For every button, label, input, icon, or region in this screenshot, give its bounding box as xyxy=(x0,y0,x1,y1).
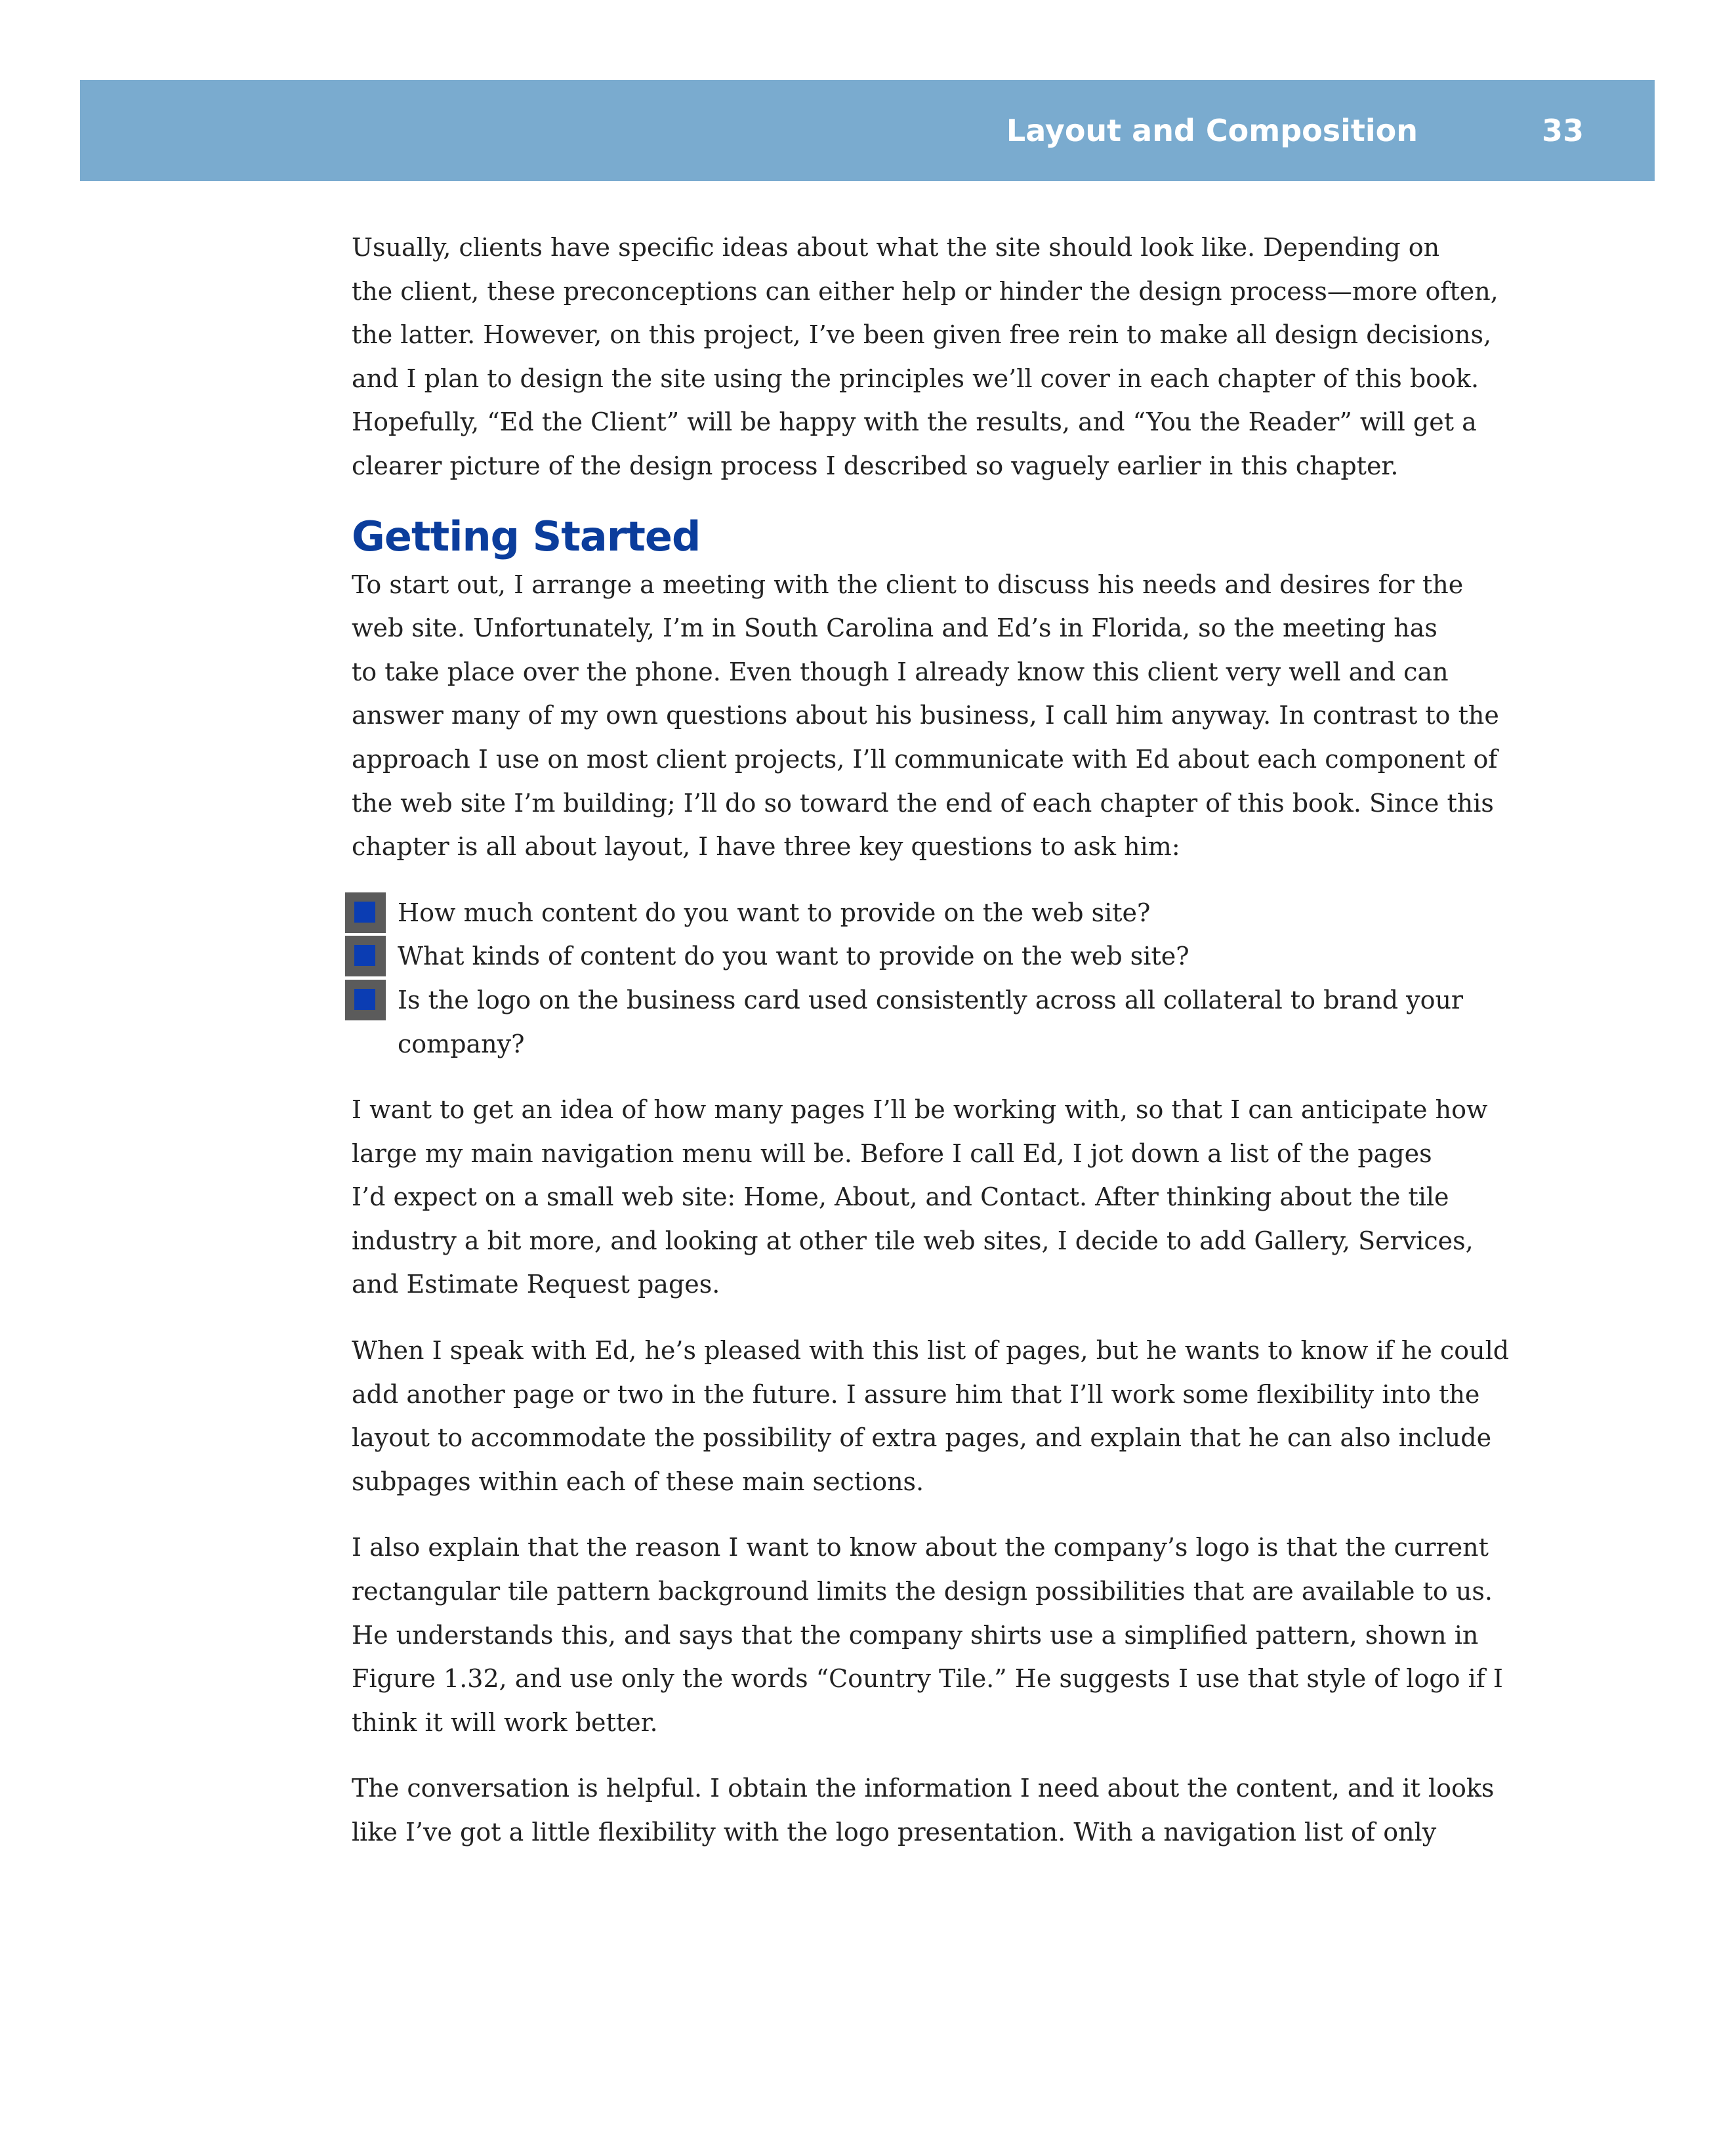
list-item xyxy=(352,891,1506,935)
text-line: large my main navigation menu will be. Before I call Ed, I jot down a list of the pages xyxy=(352,1138,1432,1168)
text-line: the latter. However, on this project, I’ve been given free rein to make all design decisions, xyxy=(352,320,1492,350)
paragraph xyxy=(352,563,1506,869)
question-list xyxy=(352,891,1506,1066)
text-line: rectangular tile pattern background limits the design possibilities that are available to us. xyxy=(352,1577,1493,1606)
text-line: subpages within each of these main sections. xyxy=(352,1467,924,1496)
list-item-text: company? xyxy=(398,1029,525,1058)
text-line: layout to accommodate the possibility of extra pages, and explain that he can also include xyxy=(352,1423,1492,1453)
paragraph xyxy=(352,1088,1506,1306)
text-line: Figure 1.32, and use only the words “Country Tile.” He suggests I use that style of logo if I xyxy=(352,1664,1503,1694)
text-line: and I plan to design the site using the principles we’ll cover in each chapter of this book. xyxy=(352,364,1479,393)
text-line: chapter is all about layout, I have three key questions to ask him: xyxy=(352,832,1180,862)
text-line: and Estimate Request pages. xyxy=(352,1270,720,1299)
list-item-text: How much content do you want to provide on the web site? xyxy=(398,898,1151,927)
text-line: answer many of my own questions about his business, I call him anyway. In contrast to the xyxy=(352,701,1499,730)
list-item xyxy=(352,978,1506,1066)
text-line: I also explain that the reason I want to know about the company’s logo is that the current xyxy=(352,1533,1489,1562)
section-heading: Getting Started xyxy=(352,512,701,560)
text-line: the client, these preconceptions can either help or hinder the design process—more often, xyxy=(352,276,1498,306)
text-line: clearer picture of the design process I described so vaguely earlier in this chapter. xyxy=(352,451,1399,480)
list-item-text: Is the logo on the business card used consistently across all collateral to brand your xyxy=(398,985,1464,1014)
square-bullet-icon xyxy=(345,980,386,1020)
list-item xyxy=(352,934,1506,978)
text-line: Hopefully, “Ed the Client” will be happy with the results, and “You the Reader” will get a xyxy=(352,407,1477,437)
text-line: the web site I’m building; I’ll do so toward the end of each chapter of this book. Since this xyxy=(352,788,1494,818)
paragraph xyxy=(352,1329,1510,1503)
paragraph xyxy=(352,1766,1506,1854)
square-bullet-icon xyxy=(345,936,386,976)
header-bar xyxy=(80,80,1655,181)
list-item-text: What kinds of content do you want to provide on the web site? xyxy=(398,942,1189,971)
paragraph xyxy=(352,1526,1506,1744)
page-number: 33 xyxy=(1542,113,1584,148)
text-line: I’d expect on a small web site: Home, About, and Contact. After thinking about the tile xyxy=(352,1182,1449,1212)
page-body xyxy=(352,226,1510,1877)
text-line: To start out, I arrange a meeting with the client to discuss his needs and desires for the xyxy=(352,570,1464,599)
square-bullet-icon xyxy=(345,892,386,933)
text-line: He understands this, and says that the company shirts use a simplified pattern, shown in xyxy=(352,1620,1479,1650)
text-line: industry a bit more, and looking at other tile web sites, I decide to add Gallery, Services, xyxy=(352,1226,1474,1255)
text-line: I want to get an idea of how many pages I’ll be working with, so that I can anticipate how xyxy=(352,1095,1488,1125)
text-line: think it will work better. xyxy=(352,1707,658,1737)
text-line: to take place over the phone. Even though I already know this client very well and can xyxy=(352,657,1449,686)
text-line: Usually, clients have specific ideas about what the site should look like. Depending on xyxy=(352,233,1440,262)
text-line: When I speak with Ed, he’s pleased with this list of pages, but he wants to know if he could xyxy=(352,1336,1510,1366)
text-line: like I’ve got a little flexibility with the logo presentation. With a navigation list of only xyxy=(352,1818,1437,1847)
text-line: approach I use on most client projects, I’ll communicate with Ed about each component of xyxy=(352,744,1498,774)
text-line: web site. Unfortunately, I’m in South Carolina and Ed’s in Florida, so the meeting has xyxy=(352,614,1437,643)
text-line: add another page or two in the future. I assure him that I’ll work some flexibility into the xyxy=(352,1379,1480,1409)
running-head-title: Layout and Composition xyxy=(1006,113,1418,148)
text-line: The conversation is helpful. I obtain the information I need about the content, and it looks xyxy=(352,1774,1495,1803)
intro-paragraph xyxy=(352,226,1506,488)
